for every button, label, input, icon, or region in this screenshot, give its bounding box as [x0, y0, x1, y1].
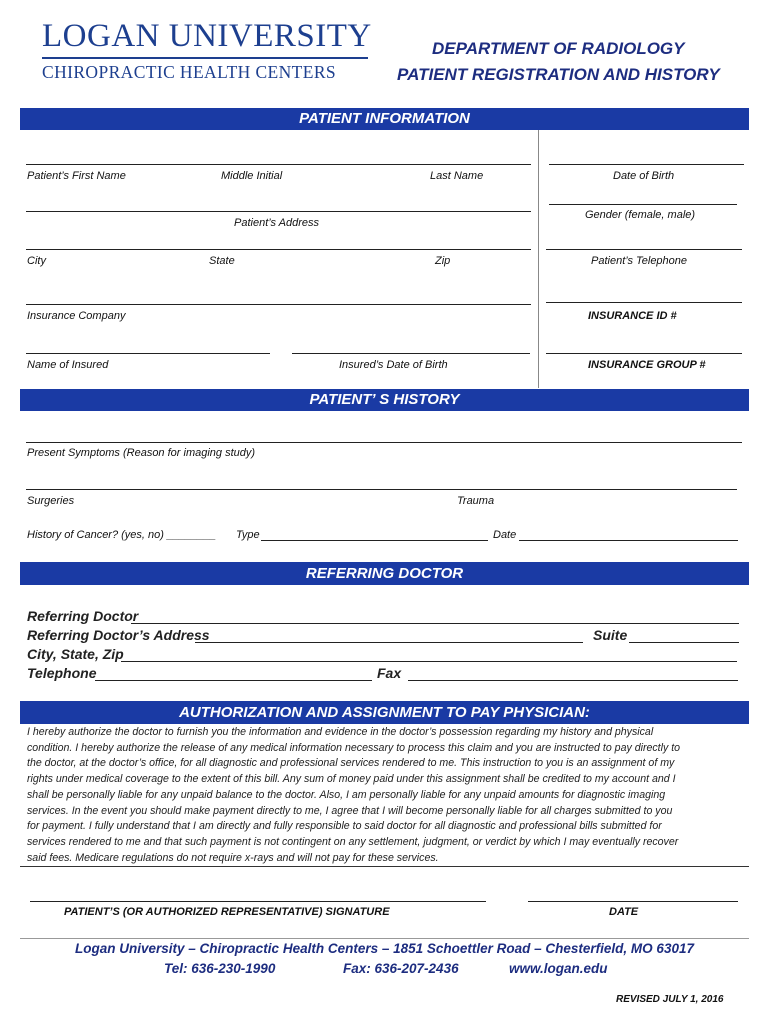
- history-of-cancer-label: History of Cancer? (yes, no) ________: [27, 529, 216, 541]
- section-referring-doctor: REFERRING DOCTOR: [20, 562, 749, 585]
- referring-telephone-label: Telephone: [27, 665, 97, 681]
- patient-address-field[interactable]: [26, 211, 531, 212]
- middle-initial-label: Middle Initial: [221, 170, 283, 182]
- insurance-group-field[interactable]: [546, 353, 742, 354]
- gender-field[interactable]: [549, 204, 737, 205]
- zip-label: Zip: [435, 255, 451, 267]
- date-of-birth-field[interactable]: [549, 164, 744, 165]
- cancer-type-label: Type: [236, 529, 260, 541]
- cancer-date-field[interactable]: [519, 540, 738, 541]
- authorization-line: said fees. Medicare regulations do not require x-rays and will not pay for these services.: [27, 851, 439, 864]
- footer-telephone: Tel: 636-230-1990: [164, 961, 276, 976]
- suite-field[interactable]: [629, 642, 739, 643]
- patient-address-label: Patient’s Address: [234, 217, 319, 229]
- authorization-line: condition. I hereby authorize the release of any medical information necessary to process this claim and you are instructed to pay directly to: [27, 741, 681, 754]
- fax-label: Fax: [377, 665, 402, 681]
- logo-university-name: LOGAN UNIVERSITY: [42, 18, 372, 54]
- authorization-line: services rendered to me and that such payment is not contingent on any settlement, judgment, or verdict by which I may eventually recover: [27, 835, 679, 848]
- state-label: State: [209, 255, 235, 267]
- logo-subtitle: CHIROPRACTIC HEALTH CENTERS: [42, 62, 337, 82]
- insurance-company-field[interactable]: [26, 304, 531, 305]
- cancer-date-label: Date: [493, 529, 517, 541]
- city-state-zip-field[interactable]: [26, 249, 531, 250]
- gender-label: Gender (female, male): [585, 209, 696, 221]
- referring-city-state-zip-label: City, State, Zip: [27, 646, 124, 662]
- city-label: City: [27, 255, 46, 267]
- suite-label: Suite: [593, 627, 628, 643]
- trauma-label: Trauma: [457, 495, 495, 507]
- section-patient-history: PATIENT’ S HISTORY: [20, 389, 749, 411]
- insurance-company-label: Insurance Company: [27, 310, 126, 322]
- signature-date-label: DATE: [609, 906, 639, 918]
- authorization-line: for payment. I fully understand that I am directly and fully responsible to said doctor for all diagnostic and professional bills submitted for: [27, 820, 662, 833]
- referring-doctor-address-label: Referring Doctor’s Address: [27, 627, 210, 643]
- logo-divider: [42, 57, 368, 59]
- surgeries-trauma-field[interactable]: [26, 489, 737, 490]
- footer-divider: [20, 938, 749, 939]
- footer-website[interactable]: www.logan.edu: [509, 961, 608, 976]
- insured-dob-label: Insured’s Date of Birth: [339, 359, 448, 371]
- date-of-birth-label: Date of Birth: [613, 170, 675, 182]
- present-symptoms-field[interactable]: [26, 442, 742, 443]
- revision-date: REVISED JULY 1, 2016: [616, 994, 724, 1005]
- surgeries-label: Surgeries: [27, 495, 75, 507]
- insurance-id-field[interactable]: [546, 302, 742, 303]
- authorization-divider: [20, 866, 749, 867]
- form-title: PATIENT REGISTRATION AND HISTORY: [397, 65, 720, 84]
- referring-doctor-label: Referring Doctor: [27, 608, 139, 624]
- referring-doctor-address-field[interactable]: [195, 642, 583, 643]
- footer-address: Logan University – Chiropractic Health Centers – 1851 Schoettler Road – Chesterfield, MO 63017: [75, 941, 694, 956]
- insured-date-of-birth-field[interactable]: [292, 353, 530, 354]
- name-of-insured-label: Name of Insured: [27, 359, 109, 371]
- patient-telephone-label: Patient’s Telephone: [591, 255, 688, 267]
- insurance-id-label: INSURANCE ID #: [588, 310, 677, 322]
- insurance-group-label: INSURANCE GROUP #: [588, 359, 706, 371]
- section-authorization: AUTHORIZATION AND ASSIGNMENT TO PAY PHYSICIAN:: [20, 701, 749, 724]
- authorization-line: services. In the event you should make payment directly to me, I agree that I will become personally liable for all charges submitted to you: [27, 804, 673, 817]
- signature-field[interactable]: [30, 901, 486, 902]
- referring-city-state-zip-field[interactable]: [121, 661, 737, 662]
- referring-doctor-field[interactable]: [131, 623, 739, 624]
- present-symptoms-label: Present Symptoms (Reason for imaging study): [27, 447, 256, 459]
- last-name-label: Last Name: [430, 170, 484, 182]
- cancer-type-field[interactable]: [261, 540, 488, 541]
- department-title: DEPARTMENT OF RADIOLOGY: [432, 39, 685, 58]
- column-divider: [538, 130, 539, 388]
- authorization-line: rights under medical coverage to the extent of this bill. Any sum of money paid under this assignment shall be credited to my account and I: [27, 773, 676, 786]
- authorization-line: I hereby authorize the doctor to furnish you the information and evidence in the doctor’s possession regarding my history and physical: [27, 726, 654, 738]
- authorization-paragraph: [27, 725, 749, 866]
- authorization-line: shall be personally liable for any unpaid balance to the doctor. Also, I am personally liable for any unpaid amounts for diagnostic imaging: [27, 788, 666, 801]
- first-name-label: Patient’s First Name: [27, 170, 126, 182]
- section-patient-information: PATIENT INFORMATION: [20, 108, 749, 130]
- first-middle-last-name-field[interactable]: [26, 164, 531, 165]
- patient-telephone-field[interactable]: [546, 249, 742, 250]
- name-of-insured-field[interactable]: [26, 353, 270, 354]
- fax-field[interactable]: [408, 680, 738, 681]
- signature-label: PATIENT’S (OR AUTHORIZED REPRESENTATIVE) SIGNATURE: [64, 906, 390, 918]
- footer-fax: Fax: 636-207-2436: [343, 961, 459, 976]
- authorization-line: the doctor, at the doctor’s office, for all diagnostic and professional services rendered to me. This instruction to you is an assignment of my: [27, 757, 675, 770]
- referring-telephone-field[interactable]: [95, 680, 372, 681]
- signature-date-field[interactable]: [528, 901, 738, 902]
